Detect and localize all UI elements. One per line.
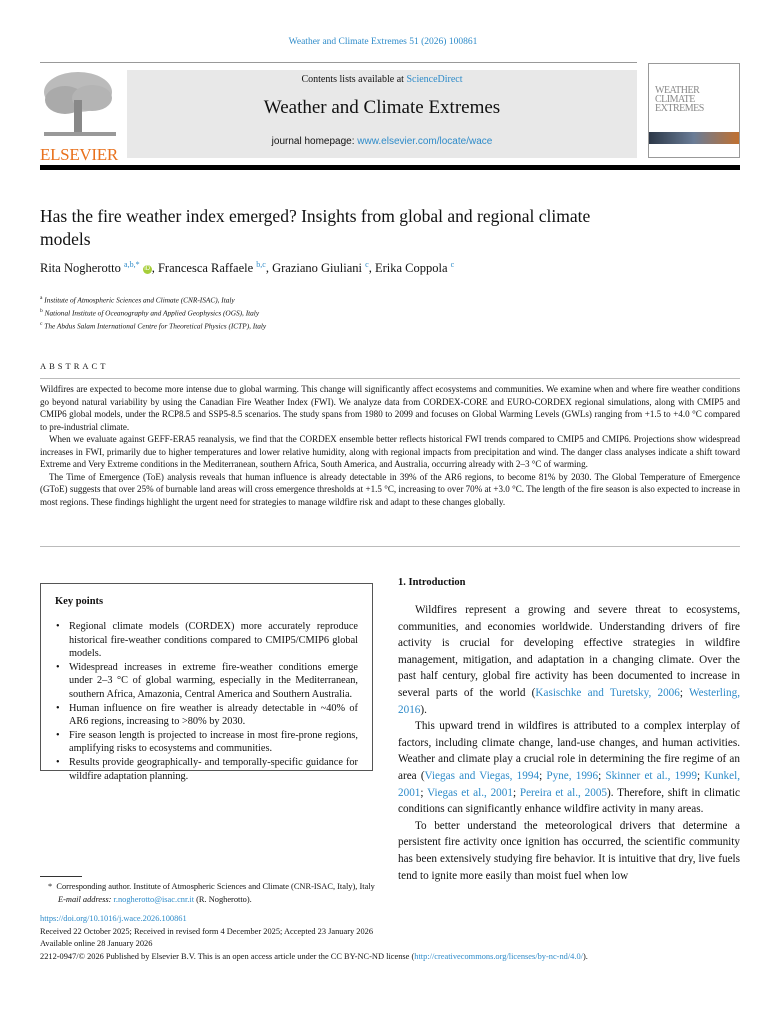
article-history: Received 22 October 2025; Received in revised form 4 December 2025; Accepted 23 January 2026 <box>40 926 374 936</box>
homepage-prefix: journal homepage: <box>271 136 358 147</box>
affil-text: National Institute of Oceanography and Applied Geophysics (OGS), Italy <box>44 308 260 318</box>
author-name: Erika Coppola <box>374 261 448 276</box>
affiliations <box>40 293 266 332</box>
author-affil-sup[interactable]: c <box>450 260 455 269</box>
paragraph-text: To better understand the meteorological drivers that determine a persistent fire activity once ignition has occurred, the scientific community has been extensively studying fire behavior. It is intuitive that dry, live fuels tend to ignite more easily than moist fuel when low <box>398 819 740 882</box>
author-name: Rita Nogherotto <box>40 261 121 276</box>
abstract-body <box>40 383 740 508</box>
running-header[interactable] <box>0 37 766 47</box>
author-name: Graziano Giuliani <box>272 261 362 276</box>
email-link[interactable]: r.nogherotto@isac.cnr.it <box>113 895 195 904</box>
key-point: • Regional climate models (CORDEX) more accurately reproduce historical fire-weather conditions compared to CMIP5/CMIP6 global models. <box>65 620 358 661</box>
footnote-marker: * <box>48 882 53 891</box>
paragraph-text: ). Therefore, shift in climatic conditions can significantly enhance wildfire activity in many areas. <box>398 786 741 816</box>
affil-key: c <box>40 320 43 327</box>
sciencedirect-link[interactable]: ScienceDirect <box>406 74 463 85</box>
abstract-paragraph: Wildfires are expected to become more intense due to global warming. This change will significantly affect ecosystems and communities. We examine when and where fire weather conditions go beyond natural variability by using the Canadian Fire Weather Index (FWI). We analyze data from CORDEX-CORE and EURO-CORDEX regional simulations, along with CMIP5 and CMIP6 global models, under the RCP8.5 and SSP5-8.5 scenarios. The study spans from 1980 to 2099 and focuses on Global Warming Levels (GWLs) ranging from +1.5 to +4.0 °C compared to pre-industrial climate. <box>40 384 740 432</box>
contents-prefix: Contents lists available at <box>301 74 407 85</box>
citation-link[interactable]: Viegas et al., 2001 <box>427 786 513 799</box>
author-affil-sup[interactable]: b,c <box>256 260 266 269</box>
journal-title: Weather and Climate Extremes <box>263 97 501 118</box>
elsevier-tree-icon <box>40 70 118 138</box>
affiliation <box>40 319 266 332</box>
key-point: • Widespread increases in extreme fire-weather conditions emerge under 2–3 °C of global warming, especially in the Mediterranean, southern Africa, Amazonia, Central America and Southern Australia. <box>65 661 358 702</box>
footnote <box>48 880 375 906</box>
key-points-heading: Key points <box>55 596 104 607</box>
article-meta <box>40 913 588 963</box>
author-list: Rita Nogherotto $^{a,b,*}$ iD , Francesca Raffaele $^{b,c}$, Graziano Giuliani $^c$, Erika Coppola $^c$ <box>40 260 455 276</box>
cover-image-band <box>649 132 739 144</box>
corresponding-author-note <box>48 880 375 893</box>
author[interactable] <box>158 261 266 275</box>
citation-link[interactable]: Skinner et al., 1999 <box>605 769 697 782</box>
key-points-list <box>55 620 358 783</box>
affil-key: a <box>40 295 43 301</box>
homepage-link[interactable]: www.elsevier.com/locate/wace <box>357 136 493 147</box>
journal-cover[interactable] <box>648 63 740 158</box>
citation-link[interactable]: Westerling, 2016 <box>398 686 740 716</box>
affil-key: b <box>40 307 43 314</box>
introduction-paragraph <box>398 718 740 818</box>
email-line <box>48 893 375 906</box>
introduction-paragraph <box>398 602 740 718</box>
citation-link[interactable]: Kasischke and Turetsky, 2006 <box>535 686 680 699</box>
author[interactable] <box>40 261 152 275</box>
author-affil-sup[interactable]: c <box>365 260 369 269</box>
author-affil-sup[interactable]: a,b,* <box>124 260 140 269</box>
affiliation <box>40 306 266 319</box>
paragraph-text: This upward trend in wildfires is attributed to a complex interplay of factors, including climate change, land-use changes, and human activities. Weather and climate play a crucial role in determining the fire regime of an area ( <box>398 720 740 782</box>
abstract-rule <box>40 378 740 379</box>
email-label: E-mail address: <box>58 895 112 904</box>
abstract-paragraph: The Time of Emergence (ToE) analysis reveals that human influence is already detectable in 39% of the AR6 regions, to become 81% by 2030. The Global Temperature of Emergence (GToE) suggests that over 25% of burnable land areas will cross emergence thresholds at +1.5 °C, increasing to over 70% at +3.0 °C. The length of the fire season is also expected to increase in most regions. These findings highlight the urgent need for strategies to manage wildfire risk and adapt to these changes globally. <box>40 471 740 507</box>
introduction-body <box>398 602 740 884</box>
paragraph-text: ; <box>679 686 690 699</box>
elsevier-wordmark: ELSEVIER <box>40 145 118 164</box>
elsevier-logo[interactable] <box>40 70 120 164</box>
paragraph-text: ; <box>420 786 428 799</box>
paragraph-text: ; <box>539 769 547 782</box>
author-name: Francesca Raffaele <box>157 261 254 276</box>
author[interactable] <box>375 261 454 275</box>
key-point: • Results provide geographically- and temporally-specific guidance for wildfire adaptation planning. <box>65 756 358 783</box>
affil-text: The Abdus Salam International Centre for Theoretical Physics (ICTP), Italy <box>44 321 267 331</box>
abstract-heading: ABSTRACT <box>40 361 109 371</box>
license-line <box>40 951 588 964</box>
paragraph-text: ; <box>512 786 520 799</box>
citation-link[interactable]: Viegas and Viegas, 1994 <box>424 769 540 782</box>
abstract-end-rule <box>40 546 740 547</box>
license-prefix: 2212-0947/© 2026 Published by Elsevier B.V. This is an open access article under the CC BY-NC-ND license ( <box>40 951 415 961</box>
citation-link[interactable]: Pyne, 1996 <box>546 769 599 782</box>
paragraph-text: Wildfires represent a growing and severe threat to ecosystems, communities, and economies worldwide. Understanding drivers of fire activity is crucial for developing effective strategies in wildfire management, mitigation, and adaptation in a changing climate. Over the past half century, global fire activity has been documented to increase in several parts of the world ( <box>398 604 740 699</box>
orcid-icon[interactable]: iD <box>144 266 151 273</box>
citation-link[interactable]: Kunkel, 2001 <box>398 769 740 799</box>
journal-banner <box>127 70 637 158</box>
introduction-paragraph <box>398 818 740 884</box>
doi-link[interactable]: https://doi.org/10.1016/j.wace.2026.100861 <box>40 914 187 923</box>
abstract-paragraph: When we evaluate against GEFF-ERA5 reanalysis, we find that the CORDEX ensemble better reflects historical FWI trends compared to CMIP5 and CMIP6. Projections show widespread increases in FWI, primarily due to higher temperatures and lower relative humidity, along with regional impacts from precipitation and wind. The danger class analyses indicate a shift toward Extreme and Very Extreme conditions in the Mediterranean, southern Africa, South America, and Australia, occurring already with 2–3 °C of warming. <box>40 434 740 469</box>
footnote-text: Corresponding author. Institute of Atmospheric Sciences and Climate (CNR-ISAC, Italy), Italy <box>56 882 375 891</box>
key-point: • Human influence on fire weather is already detectable in ~40% of AR6 regions, increasing to >80% by 2030. <box>65 702 358 729</box>
license-link[interactable]: http://creativecommons.org/licenses/by-nc-nd/4.0/ <box>414 951 583 961</box>
introduction-heading: 1. Introduction <box>398 577 466 588</box>
paragraph-text: ; <box>598 769 606 782</box>
paragraph-text: ; <box>696 769 705 782</box>
cover-title: WEATHER CLIMATE EXTREMES <box>655 85 704 114</box>
license-suffix: ). <box>582 951 588 961</box>
paragraph-text: ). <box>420 703 427 716</box>
available-online: Available online 28 January 2026 <box>40 939 153 949</box>
key-point: • Fire season length is projected to increase in most fire-prone regions, amplifying risks to ecosystems and communities. <box>65 729 358 756</box>
affil-text: Institute of Atmospheric Sciences and Climate (CNR-ISAC), Italy <box>44 295 235 305</box>
affiliation <box>40 293 266 306</box>
article-title: Has the fire weather index emerged? Insights from global and regional climate models <box>40 206 591 249</box>
homepage-line <box>127 136 637 147</box>
author[interactable] <box>272 261 369 275</box>
masthead-bar <box>40 165 740 170</box>
header-rule <box>40 62 637 63</box>
key-points-box <box>40 583 373 782</box>
footnote-rule <box>40 876 82 877</box>
citation-link[interactable]: Pereira et al., 2005 <box>519 786 608 799</box>
email-suffix: (R. Nogherotto). <box>196 895 252 904</box>
journal-citation-link[interactable]: Weather and Climate Extremes 51 (2026) 100861 <box>288 37 478 47</box>
contents-line <box>127 74 637 85</box>
